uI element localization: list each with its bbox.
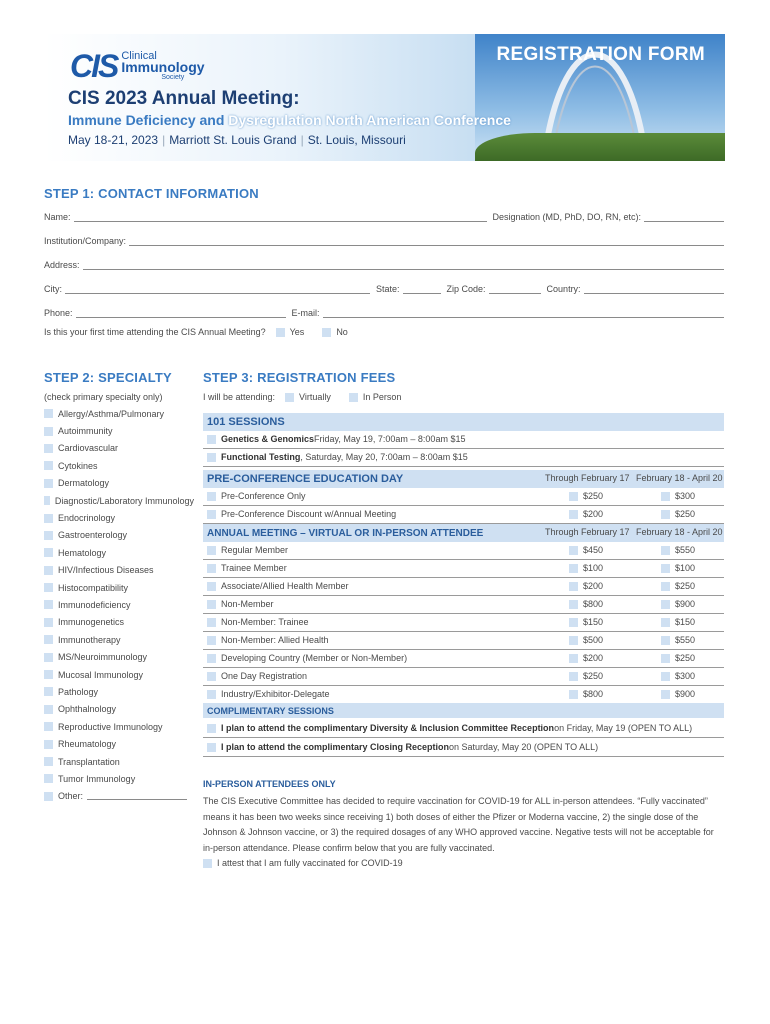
- address-label: Address:: [44, 260, 80, 270]
- complimentary-row[interactable]: [203, 719, 724, 738]
- form-title: REGISTRATION FORM: [496, 44, 705, 65]
- fee-late: $250: [675, 509, 696, 520]
- attending-row: [203, 392, 401, 402]
- specialty-item[interactable]: [44, 648, 194, 665]
- fee-name: Regular Member: [221, 545, 289, 556]
- designation-field[interactable]: [644, 212, 724, 222]
- complimentary-row[interactable]: [203, 738, 724, 757]
- name-label: Name:: [44, 212, 71, 222]
- checkbox[interactable]: [661, 564, 670, 573]
- col2-header: February 18 - April 20: [636, 527, 723, 537]
- fee-early: $800: [583, 689, 604, 700]
- specialty-label: Gastroenterology: [58, 530, 128, 541]
- specialty-item[interactable]: [44, 735, 194, 752]
- fee-early: $500: [583, 635, 604, 646]
- fee-early: $200: [583, 509, 604, 520]
- annual-title: ANNUAL MEETING – VIRTUAL OR IN-PERSON ATTENDEE: [207, 527, 484, 539]
- annual-row[interactable]: [203, 578, 724, 596]
- specialty-label: Hematology: [58, 547, 107, 558]
- institution-label: Institution/Company:: [44, 236, 127, 246]
- specialty-other[interactable]: [44, 788, 194, 805]
- checkbox[interactable]: [569, 492, 578, 501]
- checkbox[interactable]: [661, 672, 670, 681]
- checkbox[interactable]: [207, 435, 216, 444]
- specialty-label: Diagnostic/Laboratory Immunology: [54, 495, 194, 506]
- email-field[interactable]: [323, 308, 724, 318]
- logo-line2: Immunology: [121, 58, 205, 75]
- first-time-question: Is this your first time attending the CIS Annual Meeting?: [44, 327, 266, 337]
- checkbox[interactable]: [44, 600, 53, 609]
- checkbox[interactable]: [661, 654, 670, 663]
- fee-late: $100: [675, 563, 696, 574]
- institution-field[interactable]: [129, 236, 724, 246]
- precon-row[interactable]: [203, 488, 724, 506]
- checkbox[interactable]: [207, 690, 216, 699]
- first-time-no-option[interactable]: [322, 327, 348, 337]
- precon-title: PRE-CONFERENCE EDUCATION DAY: [207, 473, 404, 485]
- checkbox[interactable]: [44, 566, 53, 575]
- checkbox[interactable]: [207, 510, 216, 519]
- phone-field[interactable]: [76, 308, 286, 318]
- session-detail: , Saturday, May 20, 7:00am – 8:00am $15: [300, 452, 468, 463]
- specialty-list: [44, 392, 194, 805]
- step2-title: STEP 2: SPECIALTY: [44, 370, 172, 385]
- checkbox[interactable]: [44, 670, 53, 679]
- sessions-header: 101 SESSIONS: [203, 413, 724, 431]
- specialty-label: Tumor Immunology: [58, 773, 136, 784]
- meeting-subtitle-a: Immune Deficiency and: [68, 112, 229, 128]
- checkbox[interactable]: [207, 724, 216, 733]
- designation-label: Designation (MD, PhD, DO, RN, etc):: [492, 212, 642, 222]
- fee-early: $150: [583, 617, 604, 628]
- in-person-body: The CIS Executive Committee has decided to require vaccination for COVID-19 for ALL in-person attendees. “Fully vaccinated” means it has been two weeks since receiving 1) both doses of either the Pfizer or Moderna vaccine, 2) the single dose of the Johnson & Johnson vaccine, or 3) the required dosages of any WHO approved vaccine. Negative tests will not be acceptable for in-person attendance. Please confirm below that you are fully vaccinated.: [203, 796, 714, 853]
- specialty-item[interactable]: [44, 683, 194, 700]
- specialty-item[interactable]: [44, 631, 194, 648]
- checkbox[interactable]: [207, 743, 216, 752]
- specialty-item[interactable]: [44, 562, 194, 579]
- specialty-label: Transplantation: [58, 756, 120, 767]
- col1-header: Through February 17: [545, 527, 630, 537]
- checkbox[interactable]: [569, 582, 578, 591]
- checkbox[interactable]: [44, 531, 53, 540]
- meeting-subtitle: [68, 112, 511, 128]
- complimentary-detail: on Friday, May 19 (OPEN TO ALL): [554, 723, 693, 733]
- checkbox[interactable]: [44, 740, 53, 749]
- specialty-hint: (check primary specialty only): [44, 392, 163, 402]
- specialty-label: Mucosal Immunology: [58, 669, 144, 680]
- specialty-label: Immunogenetics: [58, 617, 125, 628]
- city-row: [44, 278, 724, 294]
- checkbox[interactable]: [661, 618, 670, 627]
- fee-name: Non-Member: [221, 599, 274, 610]
- checkbox[interactable]: [569, 546, 578, 555]
- complimentary-header: COMPLIMENTARY SESSIONS: [203, 703, 724, 718]
- checkbox[interactable]: [661, 636, 670, 645]
- fee-late: $550: [675, 635, 696, 646]
- vaccination-attest-row[interactable]: [203, 858, 403, 868]
- fee-name: One Day Registration: [221, 671, 308, 682]
- logo-line1: Clinical: [121, 49, 157, 62]
- session-name: Genetics & Genomics: [221, 434, 315, 445]
- checkbox[interactable]: [44, 705, 53, 714]
- attending-label: I will be attending:: [203, 392, 276, 402]
- first-time-yes-option[interactable]: [276, 327, 305, 337]
- specialty-label: Endocrinology: [58, 513, 116, 524]
- specialty-item[interactable]: [44, 666, 194, 683]
- checkbox[interactable]: [44, 409, 53, 418]
- checkbox[interactable]: [207, 546, 216, 555]
- fee-late: $250: [675, 581, 696, 592]
- checkbox[interactable]: [44, 514, 53, 523]
- checkbox[interactable]: [44, 548, 53, 557]
- specialty-item[interactable]: [44, 544, 194, 561]
- fee-late: $250: [675, 653, 696, 664]
- fee-early: $250: [583, 671, 604, 682]
- checkbox[interactable]: [44, 496, 50, 505]
- specialty-item[interactable]: [44, 596, 194, 613]
- specialty-item[interactable]: [44, 405, 194, 422]
- virtually-label: Virtually: [299, 392, 331, 402]
- separator: |: [300, 133, 304, 147]
- logo-mark: CIS: [70, 48, 118, 84]
- meeting-city: St. Louis, Missouri: [307, 133, 406, 147]
- checkbox[interactable]: [207, 453, 216, 462]
- checkbox[interactable]: [569, 564, 578, 573]
- cis-logo: [70, 48, 205, 85]
- attest-checkbox[interactable]: [203, 859, 212, 868]
- specialty-label: Allergy/Asthma/Pulmonary: [58, 408, 165, 419]
- specialty-item[interactable]: [44, 718, 194, 735]
- fee-name: Non-Member: Trainee: [221, 617, 309, 628]
- virtually-checkbox[interactable]: [285, 393, 294, 402]
- checkbox[interactable]: [569, 636, 578, 645]
- phone-row: [44, 302, 724, 318]
- specialty-label: HIV/Infectious Diseases: [58, 565, 154, 576]
- specialty-item[interactable]: [44, 492, 194, 509]
- annual-row[interactable]: [203, 542, 724, 560]
- phone-label: Phone:: [44, 308, 73, 318]
- specialty-label: Immunotherapy: [58, 634, 121, 645]
- specialty-item[interactable]: [44, 475, 194, 492]
- checkbox[interactable]: [207, 654, 216, 663]
- checkbox[interactable]: [569, 510, 578, 519]
- specialty-label: Reproductive Immunology: [58, 721, 163, 732]
- specialty-label: Autoimmunity: [58, 426, 113, 437]
- step3-title: STEP 3: REGISTRATION FEES: [203, 370, 396, 385]
- specialty-item[interactable]: [44, 770, 194, 787]
- session-detail: Friday, May 19, 7:00am – 8:00am $15: [314, 434, 466, 445]
- checkbox[interactable]: [207, 564, 216, 573]
- in-person-title: IN-PERSON ATTENDEES ONLY: [203, 779, 336, 789]
- zip-label: Zip Code:: [446, 284, 486, 294]
- checkbox[interactable]: [661, 510, 670, 519]
- email-label: E-mail:: [291, 308, 320, 318]
- annual-row[interactable]: [203, 686, 724, 704]
- annual-row[interactable]: [203, 650, 724, 668]
- specialty-other-label: Other:: [58, 791, 84, 802]
- meeting-date: May 18-21, 2023: [68, 133, 159, 147]
- yes-label: Yes: [289, 327, 305, 337]
- fee-late: $300: [675, 491, 696, 502]
- state-field[interactable]: [403, 284, 441, 294]
- name-field[interactable]: [74, 212, 487, 222]
- specialty-label: Ophthalnology: [58, 704, 117, 715]
- specialty-label: Rheumatology: [58, 739, 117, 750]
- checkbox[interactable]: [661, 690, 670, 699]
- state-label: State:: [376, 284, 400, 294]
- checkbox[interactable]: [44, 427, 53, 436]
- fee-early: $450: [583, 545, 604, 556]
- specialty-item[interactable]: [44, 527, 194, 544]
- institution-row: [44, 230, 724, 246]
- checkbox[interactable]: [44, 792, 53, 801]
- logo-line3: Society: [161, 73, 185, 81]
- first-time-question-row: [44, 327, 348, 337]
- checkbox[interactable]: [569, 654, 578, 663]
- complimentary-detail: on Saturday, May 20 (OPEN TO ALL): [449, 742, 599, 752]
- step1-title: STEP 1: CONTACT INFORMATION: [44, 186, 259, 201]
- meeting-date-line: [68, 133, 406, 147]
- fee-late: $900: [675, 599, 696, 610]
- checkbox[interactable]: [569, 690, 578, 699]
- specialty-label: Dermatology: [58, 478, 110, 489]
- specialty-item[interactable]: [44, 509, 194, 526]
- checkbox[interactable]: [207, 600, 216, 609]
- fee-early: $200: [583, 581, 604, 592]
- checkbox[interactable]: [661, 546, 670, 555]
- no-label: No: [336, 327, 348, 337]
- specialty-label: MS/Neuroimmunology: [58, 652, 148, 663]
- checkbox[interactable]: [207, 492, 216, 501]
- fee-name: Associate/Allied Health Member: [221, 581, 349, 592]
- checkbox[interactable]: [44, 479, 53, 488]
- separator: |: [162, 133, 166, 147]
- attest-label: I attest that I am fully vaccinated for COVID-19: [217, 858, 403, 868]
- fee-name: Industry/Exhibitor-Delegate: [221, 689, 330, 700]
- fee-name: Developing Country (Member or Non-Member): [221, 653, 408, 664]
- checkbox[interactable]: [44, 618, 53, 627]
- checkbox[interactable]: [569, 600, 578, 609]
- other-specialty-field[interactable]: [87, 792, 187, 800]
- in-person-checkbox[interactable]: [349, 393, 358, 402]
- checkbox[interactable]: [44, 653, 53, 662]
- precon-row[interactable]: [203, 506, 724, 524]
- checkbox[interactable]: [44, 774, 53, 783]
- country-field[interactable]: [584, 284, 724, 294]
- virtually-option[interactable]: [285, 392, 331, 402]
- address-field[interactable]: [83, 260, 724, 270]
- fee-late: $550: [675, 545, 696, 556]
- fee-early: $250: [583, 491, 604, 502]
- checkbox[interactable]: [44, 444, 53, 453]
- specialty-item[interactable]: [44, 440, 194, 457]
- meeting-subtitle-b: Dysregulation North American Conference: [228, 112, 511, 128]
- checkbox[interactable]: [661, 600, 670, 609]
- header-banner: [44, 34, 725, 161]
- annual-row[interactable]: [203, 614, 724, 632]
- address-row: [44, 254, 724, 270]
- specialty-item[interactable]: [44, 701, 194, 718]
- fee-early: $200: [583, 653, 604, 664]
- annual-row[interactable]: [203, 596, 724, 614]
- zip-field[interactable]: [489, 284, 541, 294]
- fee-early: $100: [583, 563, 604, 574]
- specialty-item[interactable]: [44, 422, 194, 439]
- session-row[interactable]: [203, 431, 724, 449]
- session-name: Functional Testing: [221, 452, 301, 463]
- checkbox[interactable]: [44, 583, 53, 592]
- in-person-label: In Person: [362, 392, 402, 402]
- fee-name: Trainee Member: [221, 563, 287, 574]
- col2-header: February 18 - April 20: [636, 473, 723, 483]
- fee-name: Pre-Conference Only: [221, 491, 306, 502]
- country-label: Country:: [546, 284, 581, 294]
- annual-row[interactable]: [203, 560, 724, 578]
- fee-late: $900: [675, 689, 696, 700]
- checkbox[interactable]: [207, 672, 216, 681]
- specialty-label: Cytokines: [58, 460, 98, 471]
- checkbox[interactable]: [44, 687, 53, 696]
- col1-header: Through February 17: [545, 473, 630, 483]
- logo-text: [121, 51, 204, 83]
- specialty-item[interactable]: [44, 579, 194, 596]
- checkbox[interactable]: [207, 618, 216, 627]
- checkbox[interactable]: [207, 636, 216, 645]
- no-checkbox[interactable]: [322, 328, 331, 337]
- checkbox[interactable]: [44, 757, 53, 766]
- fee-early: $800: [583, 599, 604, 610]
- specialty-item[interactable]: [44, 457, 194, 474]
- city-label: City:: [44, 284, 62, 294]
- checkbox[interactable]: [44, 635, 53, 644]
- checkbox[interactable]: [207, 582, 216, 591]
- specialty-item[interactable]: [44, 753, 194, 770]
- city-field[interactable]: [65, 284, 370, 294]
- specialty-label: Cardiovascular: [58, 443, 119, 454]
- fee-name: Pre-Conference Discount w/Annual Meeting: [221, 509, 397, 520]
- specialty-item[interactable]: [44, 614, 194, 631]
- checkbox[interactable]: [44, 722, 53, 731]
- meeting-title: CIS 2023 Annual Meeting:: [68, 88, 300, 109]
- fee-late: $150: [675, 617, 696, 628]
- complimentary-event: I plan to attend the complimentary Closing Reception: [221, 742, 450, 752]
- trees-image: [475, 133, 725, 161]
- fee-late: $300: [675, 671, 696, 682]
- meeting-venue: Marriott St. Louis Grand: [169, 133, 297, 147]
- specialty-label: Pathology: [58, 686, 99, 697]
- annual-row[interactable]: [203, 668, 724, 686]
- name-row: [44, 206, 724, 222]
- checkbox[interactable]: [661, 582, 670, 591]
- fee-name: Non-Member: Allied Health: [221, 635, 329, 646]
- checkbox[interactable]: [569, 618, 578, 627]
- checkbox[interactable]: [661, 492, 670, 501]
- checkbox[interactable]: [569, 672, 578, 681]
- in-person-option[interactable]: [349, 392, 402, 402]
- session-row[interactable]: [203, 449, 724, 467]
- specialty-label: Histocompatibility: [58, 582, 129, 593]
- complimentary-event: I plan to attend the complimentary Diversity & Inclusion Committee Reception: [221, 723, 555, 733]
- annual-row[interactable]: [203, 632, 724, 650]
- checkbox[interactable]: [44, 461, 53, 470]
- specialty-label: Immunodeficiency: [58, 599, 131, 610]
- yes-checkbox[interactable]: [276, 328, 285, 337]
